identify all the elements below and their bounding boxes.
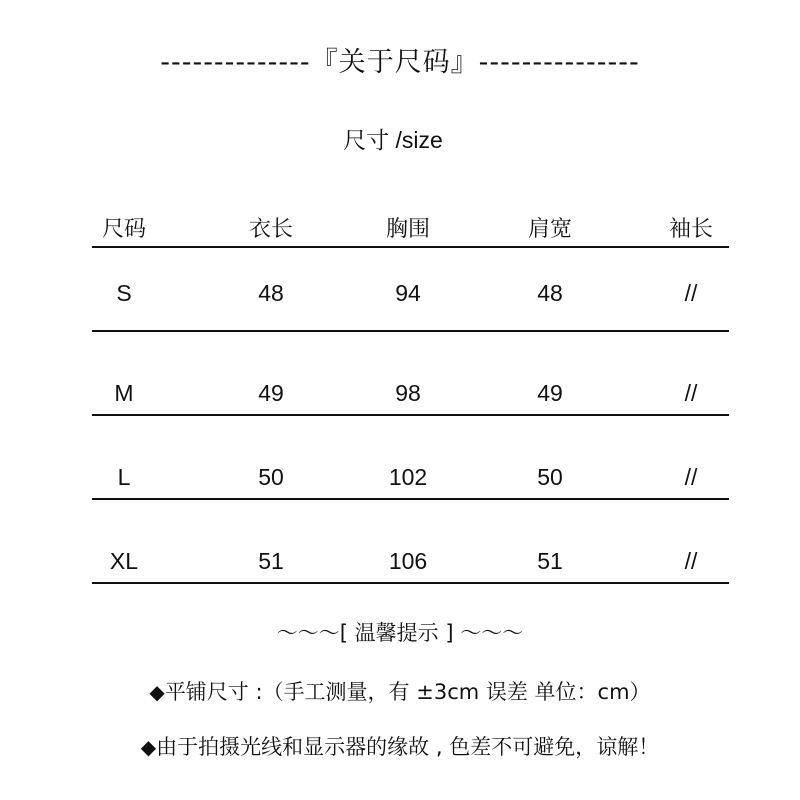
- sleeve-cell: //: [684, 280, 698, 306]
- measurement-note-text: 平铺尺寸 :（手工测量，有 ±3cm 误差 单位：cm）: [164, 680, 651, 704]
- table-row: [92, 332, 729, 416]
- size-cell: M: [114, 380, 134, 406]
- sleeve-cell: //: [684, 548, 698, 574]
- column-header-shoulder: 肩宽: [527, 217, 572, 242]
- table-row: [92, 248, 729, 332]
- tips-heading: ～～～[ 温馨提示 ] ～～～: [276, 621, 524, 645]
- length-cell: 51: [258, 548, 284, 574]
- size-subtitle: 尺寸 /size: [343, 127, 443, 153]
- chest-cell: 102: [388, 464, 428, 490]
- length-cell: 49: [258, 380, 284, 406]
- size-cell: L: [117, 464, 131, 490]
- size-cell: S: [116, 280, 132, 306]
- shoulder-cell: 51: [537, 548, 563, 574]
- chest-cell: 106: [388, 548, 428, 574]
- table-row: [92, 416, 729, 500]
- table-row: [92, 500, 729, 584]
- column-header-chest: 胸围: [385, 217, 430, 242]
- column-header-size: 尺码: [101, 217, 146, 242]
- chest-cell: 94: [395, 280, 421, 306]
- shoulder-cell: 50: [537, 464, 563, 490]
- shoulder-cell: 48: [537, 280, 563, 306]
- shoulder-cell: 49: [537, 380, 563, 406]
- size-cell: XL: [109, 548, 139, 574]
- column-header-length: 衣长: [248, 217, 293, 242]
- column-header-sleeve: 袖长: [668, 217, 713, 242]
- sleeve-cell: //: [684, 380, 698, 406]
- color-note-text: 由于拍摄光线和显示器的缘故 , 色差不可避免，谅解！: [156, 735, 660, 759]
- diamond-bullet-icon: ◆: [140, 735, 157, 759]
- length-cell: 48: [258, 280, 284, 306]
- page-title: --------------『关于尺码』---------------: [160, 47, 640, 78]
- sleeve-cell: //: [684, 464, 698, 490]
- size-table: [92, 206, 729, 584]
- color-note: [0, 731, 800, 761]
- table-header-row: [92, 206, 729, 248]
- length-cell: 50: [258, 464, 284, 490]
- diamond-bullet-icon: ◆: [149, 680, 165, 704]
- chest-cell: 98: [395, 380, 421, 406]
- measurement-note: [0, 676, 800, 706]
